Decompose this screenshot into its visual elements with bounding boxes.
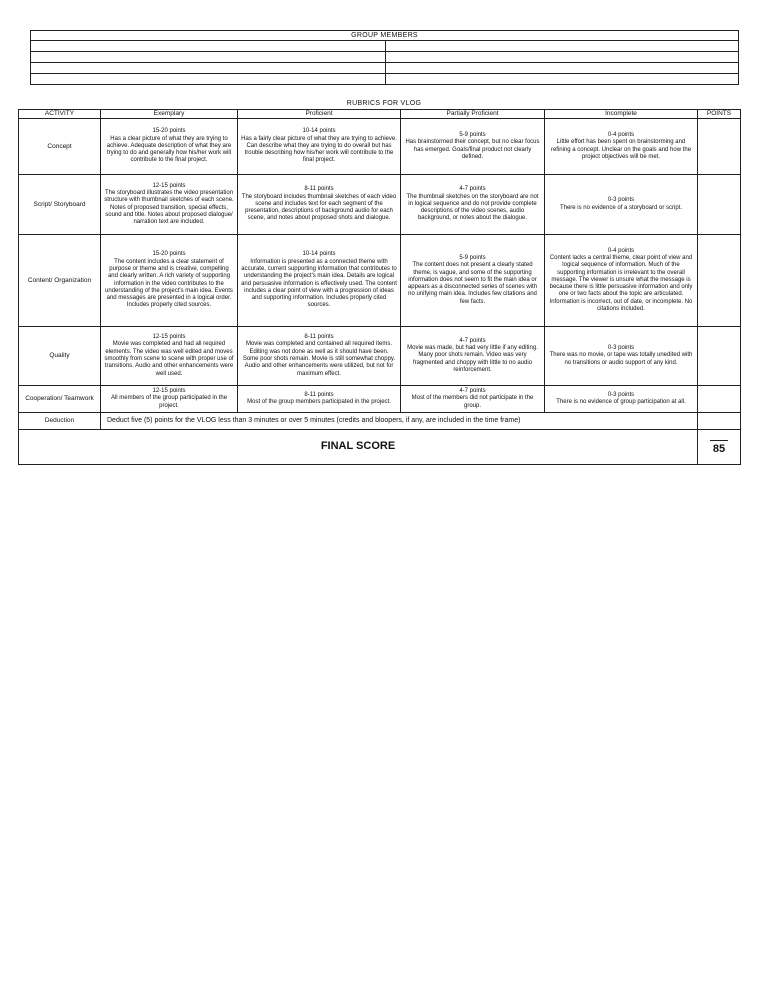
criteria-text: There is no evidence of a storyboard or script. — [559, 204, 683, 211]
criteria-text: Movie was completed and had all required elements. The video was well edited and moves smoothly from scene to scene with proper use of transitions. Audio and other enhancements were well used. — [104, 341, 234, 377]
col-header-partially-proficient: Partially Proficient — [401, 110, 545, 119]
exemplary-cell — [101, 235, 238, 327]
criteria-text: Content lacks a central theme, clear point of view and logical sequence of information. Much of the supporting information is irrelevant to the overall message. The viewer is unsure what the message is because there is little persuasive information and only one or two facts about the topic are articulated. Information is incorrect, out of date, or incomplete. No citations included. — [549, 254, 693, 313]
criteria-text: All members of the group participated in the project. — [110, 395, 228, 409]
exemplary-cell — [101, 386, 238, 413]
member-cell[interactable] — [386, 74, 739, 85]
rubric-row-script-storyboard — [19, 175, 741, 235]
deduction-label: Deduction — [19, 413, 101, 430]
activity-label: Cooperation/ Teamwork — [19, 386, 101, 413]
col-header-activity: ACTIVITY — [19, 110, 101, 119]
exemplary-cell — [101, 327, 238, 386]
final-score-label: FINAL SCORE — [19, 430, 698, 465]
member-cell[interactable] — [31, 63, 386, 74]
final-score-cell — [698, 430, 741, 465]
partial-cell — [401, 386, 545, 413]
points-range: 15-20 points — [152, 251, 186, 258]
col-header-points: POINTS — [698, 110, 741, 119]
points-range: 5-9 points — [459, 131, 486, 138]
criteria-text: Movie was completed and contained all required items. Editing was not done as well as it should have been. Some poor shots remain. Movie is still somewhat choppy. Audio and other enhancements were utilized, but not for maximum effect. — [242, 341, 396, 377]
proficient-cell — [238, 386, 401, 413]
points-range: 12-15 points — [152, 182, 186, 189]
points-range: 8-11 points — [304, 334, 334, 341]
proficient-cell — [238, 327, 401, 386]
incomplete-cell — [545, 175, 698, 235]
points-range: 0-3 points — [607, 345, 635, 352]
partial-cell — [401, 327, 545, 386]
member-cell[interactable] — [386, 41, 739, 52]
member-cell[interactable] — [31, 41, 386, 52]
criteria-text: The storyboard illustrates the video presentation structure with thumbnail sketches of each scene. Notes of proposed transition, special effects, sound and title. Notes about proposed dialogue/ narration text are included. — [104, 189, 234, 226]
points-range: 0-3 points — [607, 391, 635, 398]
criteria-text: There was no movie, or tape was totally unedited with no transitions or audio support of any kind. — [549, 352, 693, 366]
points-range: 0-3 points — [607, 197, 635, 204]
criteria-text: Most of the group members participated in the project. — [247, 399, 391, 405]
criteria-text: There is no evidence of group participation at all. — [556, 399, 686, 405]
points-cell[interactable] — [698, 175, 741, 235]
incomplete-cell — [545, 386, 698, 413]
points-range: 10-14 points — [302, 251, 336, 258]
col-header-proficient: Proficient — [238, 110, 401, 119]
activity-label: Script/ Storyboard — [19, 175, 101, 235]
partial-cell — [401, 235, 545, 327]
points-cell[interactable] — [698, 235, 741, 327]
final-score-value: 85 — [712, 443, 726, 456]
points-cell[interactable] — [698, 386, 741, 413]
member-cell[interactable] — [31, 74, 386, 85]
points-range: 0-4 points — [607, 247, 635, 254]
col-header-exemplary: Exemplary — [101, 110, 238, 119]
points-cell[interactable] — [698, 119, 741, 175]
rubric-row-cooperation-teamwork — [19, 386, 741, 413]
proficient-cell — [238, 235, 401, 327]
criteria-text: Information is presented as a connected theme with accurate, current supporting information that contributes to understanding the project's main idea. Details are logical and persuasive information is effectively used. The content includes a clear point of view with a progression of ideas and supporting information. Includes properly cited sources. — [241, 258, 397, 309]
member-cell[interactable] — [386, 52, 739, 63]
rubric-title: RUBRICS FOR VLOG — [346, 100, 422, 107]
score-blank-line — [710, 440, 728, 441]
points-cell[interactable] — [698, 327, 741, 386]
points-range: 4-7 points — [459, 186, 486, 193]
criteria-text: The storyboard includes thumbnail sketches of each video scene and includes text for each segment of the presentation, descriptions of background audio for each scene, and notes about proposed shots and dialogue. — [241, 193, 397, 222]
activity-label: Quality — [19, 327, 101, 386]
points-range: 5-9 points — [459, 254, 486, 261]
points-range: 4-7 points — [459, 337, 486, 344]
rubric-table — [18, 109, 741, 465]
incomplete-cell — [545, 235, 698, 327]
incomplete-cell — [545, 119, 698, 175]
activity-label: Concept — [19, 119, 101, 175]
rubric-row-concept — [19, 119, 741, 175]
points-range: 12-15 points — [152, 334, 186, 341]
criteria-text: The thumbnail sketches on the storyboard are not in logical sequence and do not provide complete descriptions of the video scenes, audio background, or notes about the dialogue. — [406, 193, 539, 222]
criteria-text: Has a clear picture of what they are trying to achieve. Adequate description of what they are trying to do and generally how his/her work will contribute to the final project. — [106, 135, 232, 164]
points-range: 12-15 points — [152, 388, 186, 395]
points-range: 0-4 points — [607, 131, 635, 138]
criteria-text: Most of the members did not participate in the group. — [411, 395, 534, 409]
member-cell[interactable] — [386, 63, 739, 74]
rubric-row-content-organization — [19, 235, 741, 327]
partial-cell — [401, 119, 545, 175]
points-range: 10-14 points — [302, 128, 336, 135]
points-range: 15-20 points — [152, 128, 186, 135]
activity-label: Content/ Organization — [19, 235, 101, 327]
rubric-row-deduction — [19, 413, 741, 430]
criteria-text: Little effort has been spent on brainstorming and refining a concept. Unclear on the goals and how the project objectives will be met. — [550, 139, 692, 160]
exemplary-cell — [101, 119, 238, 175]
points-range: 8-11 points — [304, 186, 334, 193]
rubric-header-row — [19, 110, 741, 119]
exemplary-cell — [101, 175, 238, 235]
points-range: 4-7 points — [459, 388, 486, 395]
incomplete-cell — [545, 327, 698, 386]
rubric-row-final-score — [19, 430, 741, 465]
criteria-text: Movie was made, but had very little if any editing. Many poor shots remain. Video was very fragmented and choppy with little to no audio reinforcement. — [407, 345, 538, 373]
criteria-text: The content does not present a clearly stated theme, is vague, and some of the supporting information does not seem to fit the main idea or appears as a disconnected series of scenes with no unifying main idea. Includes few citations and few facts. — [407, 262, 538, 305]
proficient-cell — [238, 119, 401, 175]
partial-cell — [401, 175, 545, 235]
deduction-points-cell[interactable] — [698, 413, 741, 430]
criteria-text: The content includes a clear statement of purpose or theme and is creative, compelling and clearly written. A rich variety of supporting information in the video contributes to the understanding of the project's main idea. Events and messages are presented in a logical order. Includes properly cited sources. — [105, 258, 233, 309]
proficient-cell — [238, 175, 401, 235]
group-members-table — [30, 30, 739, 85]
rubric-row-quality — [19, 327, 741, 386]
criteria-text: Has brainstormed their concept, but no clear focus has emerged. Goals/final product not clearly defined. — [405, 139, 540, 160]
member-cell[interactable] — [31, 52, 386, 63]
deduction-text: Deduct five (5) points for the VLOG less than 3 minutes or over 5 minutes (credits and bloopers, if any, are included in the time frame) — [101, 413, 698, 430]
group-members-header: GROUP MEMBERS — [31, 31, 739, 41]
col-header-incomplete: Incomplete — [545, 110, 698, 119]
points-range: 8-11 points — [304, 391, 334, 398]
criteria-text: Has a fairly clear picture of what they are trying to achieve. Can describe what they are trying to do overall but has trouble describing how his/her work will contribute to the final project. — [241, 135, 397, 164]
